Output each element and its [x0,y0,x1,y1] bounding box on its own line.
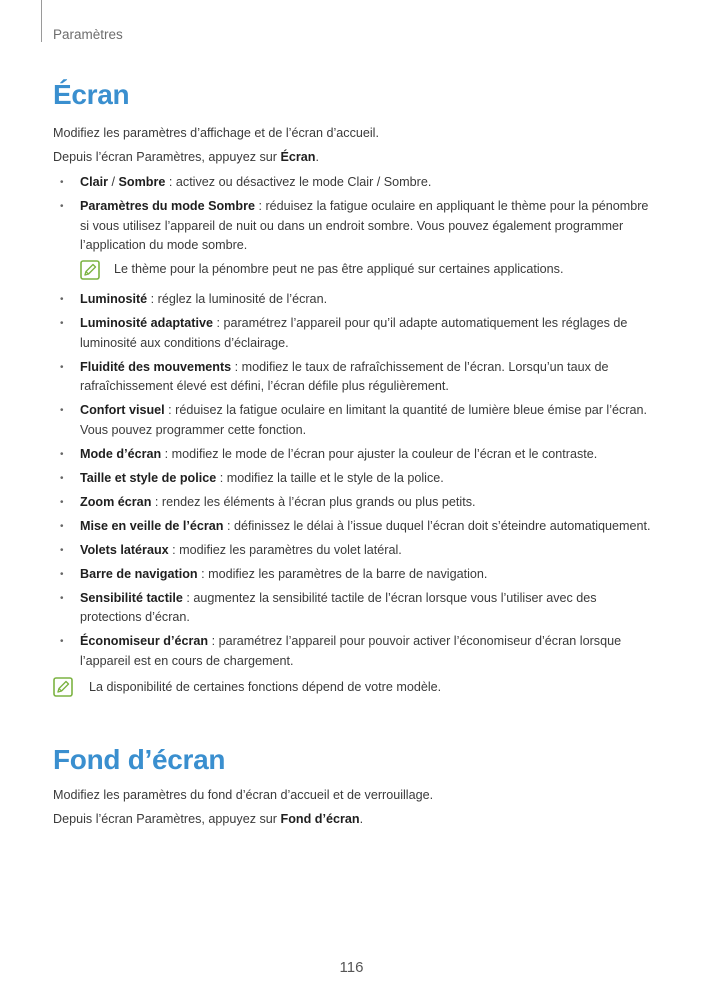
note-text: La disponibilité de certaines fonctions dépend de votre modèle. [89,680,442,694]
item-term: Zoom écran [80,494,152,509]
item-desc: : rendez les éléments à l’écran plus grands ou plus petits. [151,494,476,509]
list-item-confort-visuel [53,401,653,440]
item-desc: : modifiez le mode de l’écran pour ajuster la couleur de l’écran et le contraste. [161,446,598,461]
ecran-path-target: Écran [280,150,316,164]
header-rule [41,0,42,42]
fond-path-prefix: Depuis l’écran Paramètres, appuyez sur [53,812,281,826]
item-term: Luminosité adaptative [80,316,213,331]
availability-note [53,677,441,697]
fond-intro: Modifiez les paramètres du fond d’écran d’accueil et de verrouillage. [53,788,434,802]
ecran-intro: Modifiez les paramètres d’affichage et de l’écran d’accueil. [53,126,379,140]
ecran-settings-list [53,173,653,676]
page-number: 116 [339,959,364,976]
item-term: Confort visuel [80,403,165,418]
item-desc: : augmentez la sensibilité tactile de l’écran lorsque vous l’utiliser avec des protections d’écran. [80,590,597,625]
item-term: Luminosité [80,292,148,307]
item-term: Clair [80,175,108,189]
item-desc: : modifiez les paramètres de la barre de navigation. [197,566,488,581]
item-term: Taille et style de police [80,470,217,485]
item-desc: : réglez la luminosité de l’écran. [147,292,328,307]
list-item-sensibilite [53,589,653,628]
fond-path-target: Fond d’écran [280,812,360,826]
list-item-luminosite [53,290,653,310]
item-term: Volets latéraux [80,542,169,557]
item-desc: : définissez le délai à l’issue duquel l’écran doit s’éteindre automatiquement. [223,518,651,533]
note-pencil-icon [53,677,73,697]
list-item-police [53,469,653,489]
list-item-navigation [53,565,653,585]
list-item-clair-sombre [53,173,653,193]
item-desc: : modifiez les paramètres du volet latéral. [168,542,402,557]
list-item-mode-sombre [53,197,653,256]
item-desc: : modifiez la taille et le style de la police. [216,470,444,485]
item-desc: : paramétrez l’appareil pour pouvoir activer l’économiseur d’écran lorsque l’appareil est en cours de chargement. [80,634,622,668]
item-term: Mise en veille de l’écran [80,518,224,533]
item-term-2: Sombre [118,175,166,189]
list-item-zoom [53,493,653,513]
fond-path-suffix: . [359,812,364,826]
note-pencil-icon [80,260,100,280]
item-term: Barre de navigation [80,566,198,581]
list-item-luminosite-adaptative [53,314,653,353]
dark-mode-note [80,260,653,280]
list-item-economiseur [53,632,653,671]
item-sep: / [108,175,119,189]
item-desc: : paramétrez l’appareil pour qu’il adapte automatiquement les réglages de luminosité aux conditions d’éclairage. [80,316,628,350]
list-item-mode-ecran [53,445,653,465]
section-title-fond-ecran: Fond d’écran [53,744,226,775]
item-term: Mode d’écran [80,446,162,461]
note-text: Le thème pour la pénombre peut ne pas être appliqué sur certaines applications. [114,262,564,277]
ecran-path-suffix: . [315,150,320,164]
item-term: Sensibilité tactile [80,590,183,605]
item-desc: : modifiez le taux de rafraîchissement de l’écran. Lorsqu’un taux de rafraîchissement élevé est défini, l’écran défile plus régulièrement. [80,359,609,394]
list-item-mise-en-veille [53,517,653,537]
item-term: Économiseur d’écran [80,634,209,649]
item-desc: : réduisez la fatigue oculaire en appliquant le thème pour la pénombre si vous utilisez l’appareil de nuit ou dans un endroit sombre. Vous pouvez également programmer l’application du mode sombre. [80,198,649,253]
ecran-path-prefix: Depuis l’écran Paramètres, appuyez sur [53,150,281,164]
section-title-ecran: Écran [53,79,130,110]
list-item-fluidite [53,358,653,397]
item-term: Fluidité des mouvements [80,359,232,374]
item-desc: : réduisez la fatigue oculaire en limitant la quantité de lumière bleue émise par l’écran. Vous pouvez programmer cette fonction. [80,403,647,437]
running-header: Paramètres [53,27,123,42]
item-desc: : activez ou désactivez le mode Clair / Sombre. [165,175,432,189]
list-item-volets [53,541,653,561]
fond-path [53,812,363,826]
item-term: Paramètres du mode Sombre [80,198,255,213]
ecran-path [53,150,319,164]
